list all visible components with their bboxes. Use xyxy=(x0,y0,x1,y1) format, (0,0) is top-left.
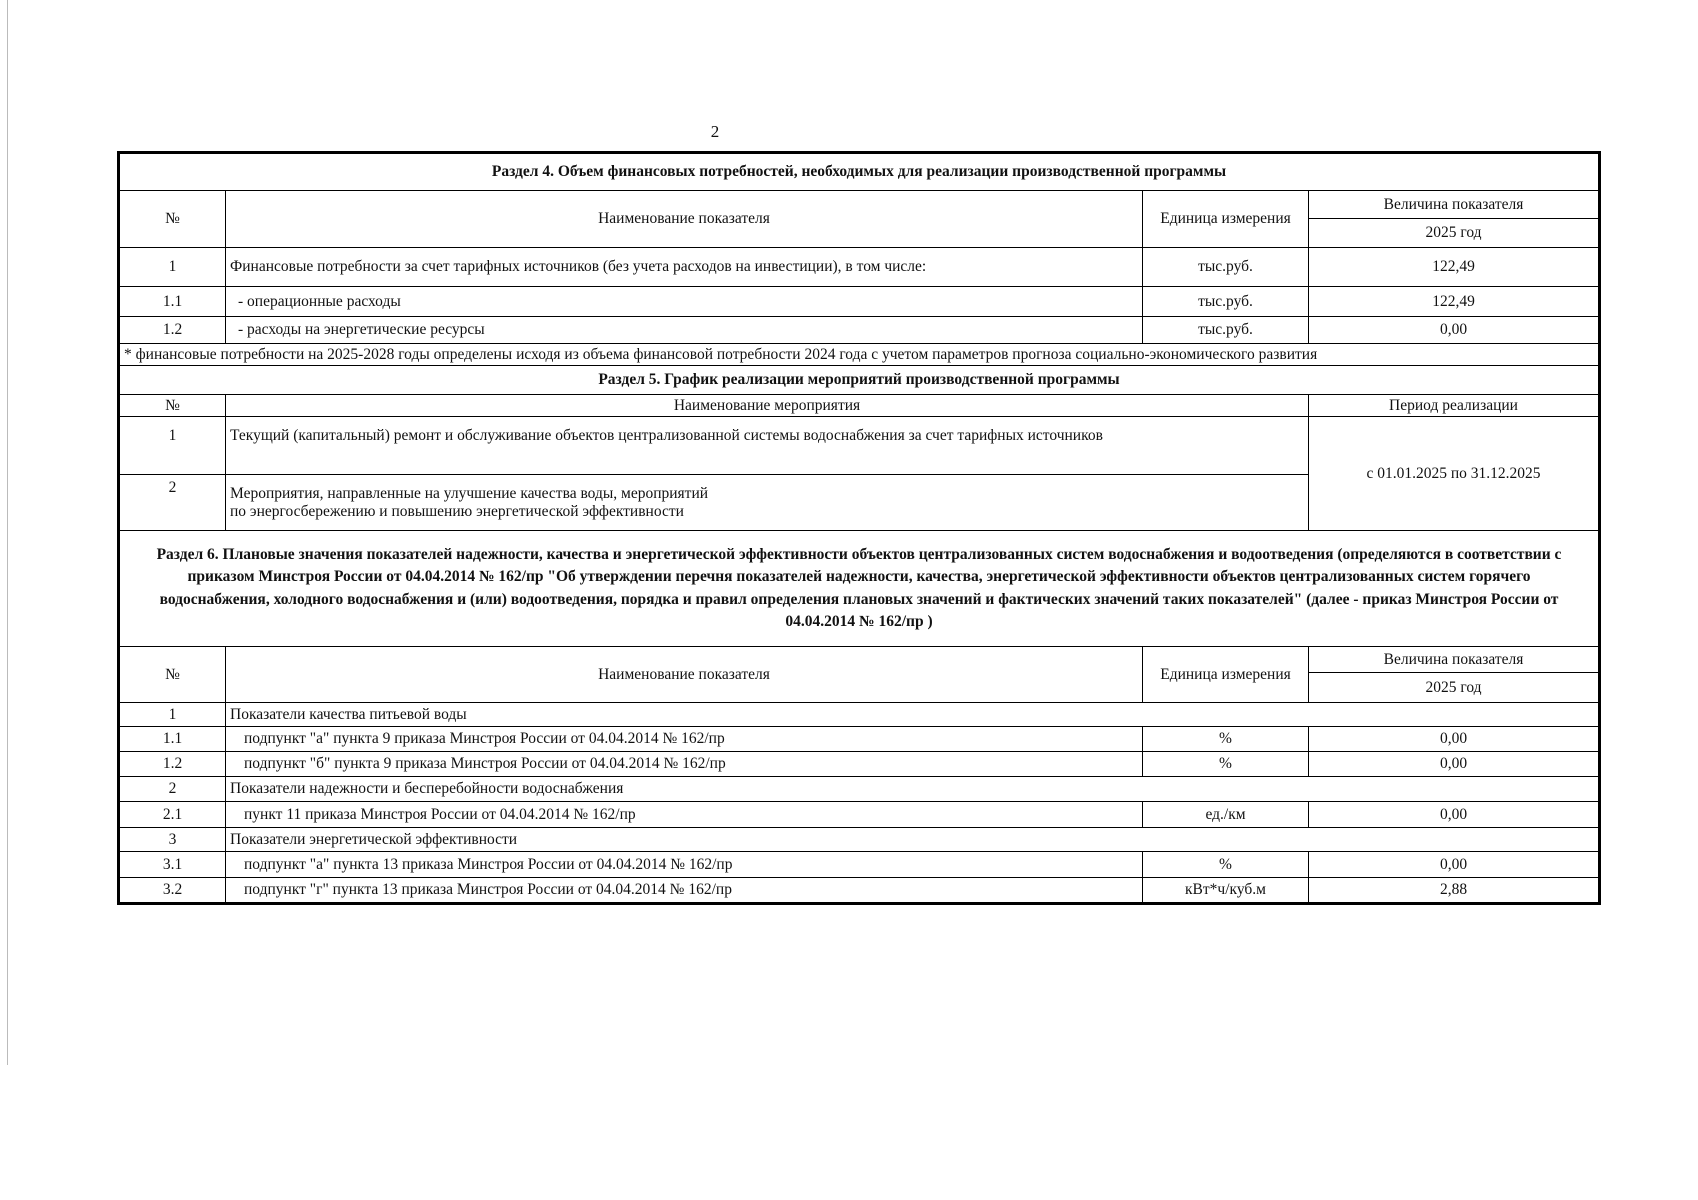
row-group-name: Показатели качества питьевой воды xyxy=(226,703,1600,727)
section4-header-row xyxy=(119,191,1600,219)
row-value: 122,49 xyxy=(1309,248,1600,287)
row-name: подпункт "б" пункта 9 приказа Минстроя России от 04.04.2014 № 162/пр xyxy=(226,752,1143,777)
table-row xyxy=(119,852,1600,878)
row-unit: % xyxy=(1143,752,1309,777)
section6-title-row xyxy=(119,531,1600,647)
row-name xyxy=(226,475,1309,531)
row-unit: тыс.руб. xyxy=(1143,287,1309,317)
section5-title-row xyxy=(119,366,1600,395)
section5-header-name: Наименование мероприятия xyxy=(226,395,1309,417)
section6-title: Раздел 6. Плановые значения показателей надежности, качества и энергетической эффективности объектов централизованных систем водоснабжения и водоотведения (определяются в соответствии с приказом Минстроя России от 04.04.2014 № 162/пр "Об утверждении перечня показателей надежности, качества, энергетической эффективности объектов централизованных систем горячего водоснабжения, холодного водоснабжения и (или) водоотведения, порядка и правил определения плановых значений и фактических значений таких показателей" (далее - приказ Минстроя России от 04.04.2014 № 162/пр ) xyxy=(119,531,1600,647)
section4-header-year: 2025 год xyxy=(1309,219,1600,248)
section4-note-row xyxy=(119,344,1600,366)
row-unit: % xyxy=(1143,852,1309,878)
row-num: 1 xyxy=(119,703,226,727)
section5-header-row xyxy=(119,395,1600,417)
row-num: 2 xyxy=(119,475,226,531)
row-group-name: Показатели надежности и бесперебойности водоснабжения xyxy=(226,777,1600,802)
row-group-name: Показатели энергетической эффективности xyxy=(226,828,1600,852)
row-num: 1 xyxy=(119,248,226,287)
row-name-line-1: Мероприятия, направленные на улучшение качества воды, мероприятий xyxy=(230,484,709,502)
row-name: - операционные расходы xyxy=(226,287,1143,317)
row-num: 1.2 xyxy=(119,317,226,344)
row-num: 2.1 xyxy=(119,802,226,828)
row-num: 3.1 xyxy=(119,852,226,878)
row-num: 1.1 xyxy=(119,727,226,752)
section4-header-num: № xyxy=(119,191,226,248)
row-unit: тыс.руб. xyxy=(1143,248,1309,287)
row-value: 122,49 xyxy=(1309,287,1600,317)
row-unit: кВт*ч/куб.м xyxy=(1143,878,1309,904)
section4-title-row xyxy=(119,153,1600,191)
program-table xyxy=(117,151,1601,905)
section4-header-unit: Единица измерения xyxy=(1143,191,1309,248)
row-name: Финансовые потребности за счет тарифных источников (без учета расходов на инвестиции), в том числе: xyxy=(226,248,1143,287)
row-name: подпункт "г" пункта 13 приказа Минстроя России от 04.04.2014 № 162/пр xyxy=(226,878,1143,904)
row-num: 3 xyxy=(119,828,226,852)
row-num: 1.1 xyxy=(119,287,226,317)
document-body xyxy=(117,151,1598,905)
table-row xyxy=(119,703,1600,727)
row-name: подпункт "а" пункта 13 приказа Минстроя России от 04.04.2014 № 162/пр xyxy=(226,852,1143,878)
section6-header-num: № xyxy=(119,647,226,703)
section5-header-period: Период реализации xyxy=(1309,395,1600,417)
table-row xyxy=(119,287,1600,317)
table-row xyxy=(119,417,1600,475)
row-num: 3.2 xyxy=(119,878,226,904)
section5-header-num: № xyxy=(119,395,226,417)
row-name-line-2: по энергосбережению и повышению энергетической эффективности xyxy=(230,502,684,520)
page-number: 2 xyxy=(710,122,720,141)
section6-header-year: 2025 год xyxy=(1309,673,1600,703)
table-row xyxy=(119,752,1600,777)
table-row xyxy=(119,878,1600,904)
table-row xyxy=(119,777,1600,802)
table-row xyxy=(119,248,1600,287)
row-value: 2,88 xyxy=(1309,878,1600,904)
section6-header-name: Наименование показателя xyxy=(226,647,1143,703)
table-row xyxy=(119,727,1600,752)
section4-title: Раздел 4. Объем финансовых потребностей, необходимых для реализации производственной программы xyxy=(119,153,1600,191)
row-unit: % xyxy=(1143,727,1309,752)
section4-header-value: Величина показателя xyxy=(1309,191,1600,219)
scan-edge-line xyxy=(7,0,8,1065)
row-num: 1.2 xyxy=(119,752,226,777)
row-unit: тыс.руб. xyxy=(1143,317,1309,344)
section6-header-unit: Единица измерения xyxy=(1143,647,1309,703)
row-unit: ед./км xyxy=(1143,802,1309,828)
table-row xyxy=(119,828,1600,852)
row-value: 0,00 xyxy=(1309,752,1600,777)
section5-period: с 01.01.2025 по 31.12.2025 xyxy=(1309,417,1600,531)
row-value: 0,00 xyxy=(1309,317,1600,344)
row-name: Текущий (капитальный) ремонт и обслуживание объектов централизованной системы водоснабжения за счет тарифных источников xyxy=(226,417,1309,475)
row-name: подпункт "а" пункта 9 приказа Минстроя России от 04.04.2014 № 162/пр xyxy=(226,727,1143,752)
table-row xyxy=(119,317,1600,344)
table-row xyxy=(119,802,1600,828)
row-num: 2 xyxy=(119,777,226,802)
section6-header-value: Величина показателя xyxy=(1309,647,1600,673)
row-value: 0,00 xyxy=(1309,852,1600,878)
row-value: 0,00 xyxy=(1309,802,1600,828)
section6-header-row xyxy=(119,647,1600,673)
row-value: 0,00 xyxy=(1309,727,1600,752)
section5-title: Раздел 5. График реализации мероприятий производственной программы xyxy=(119,366,1600,395)
section4-header-name: Наименование показателя xyxy=(226,191,1143,248)
row-num: 1 xyxy=(119,417,226,475)
row-name: - расходы на энергетические ресурсы xyxy=(226,317,1143,344)
row-name: пункт 11 приказа Минстроя России от 04.04.2014 № 162/пр xyxy=(226,802,1143,828)
section4-note: * финансовые потребности на 2025-2028 годы определены исходя из объема финансовой потребности 2024 года с учетом параметров прогноза социально-экономического развития xyxy=(119,344,1600,366)
